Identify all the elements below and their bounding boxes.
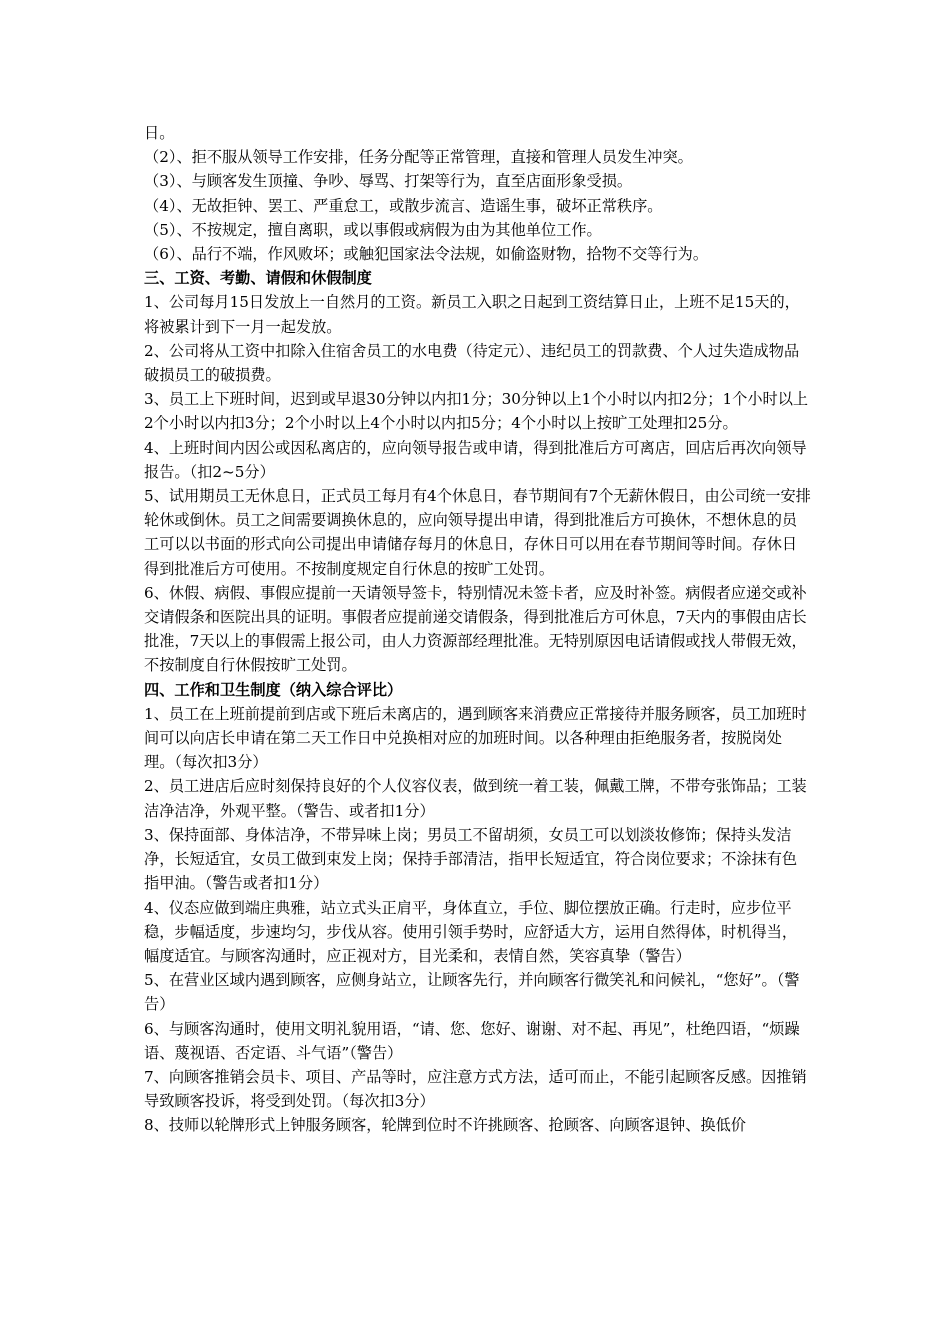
- paragraph: 5、试用期员工无休息日，正式员工每月有4个休息日，春节期间有7个无薪休假日，由公司统一安排轮休或倒休。员工之间需要调换休息的，应向领导提出申请，得到批准后方可换休，不想休息的员工可以以书面的形式向公司提出申请储存每月的休息日，存休日可以用在春节期间等时间。存休日得到批准后方可使用。不按制度规定自行休息的按旷工处罚。: [144, 487, 811, 578]
- paragraph: 6、与顾客沟通时，使用文明礼貌用语，“请、您、您好、谢谢、对不起、再见”，杜绝四语，“烦躁语、蔑视语、否定语、斗气语”（警告）: [144, 1019, 800, 1062]
- section-heading: 四、工作和卫生制度（纳入综合评比）: [144, 680, 403, 699]
- paragraph: 3、员工上下班时间，迟到或早退30分钟以内扣1分；30分钟以上1个小时以内扣2分；1个小时以上2个小时以内扣3分；2个小时以上4个小时以内扣5分；4个小时以上按旷工处理扣25分。: [144, 390, 809, 433]
- paragraph: 1、公司每月15日发放上一自然月的工资。新员工入职之日起到工资结算日止，上班不足15天的，将被累计到下一月一起发放。: [144, 293, 800, 336]
- paragraph: 1、员工在上班前提前到店或下班后未离店的，遇到顾客来消费应正常接待并服务顾客，员工加班时间可以向店长申请在第二天工作日中兑换相对应的加班时间。以各种理由拒绝服务者，按脱岗处理。（每次扣3分）: [144, 704, 807, 772]
- text-line: （5）、不按规定，擅自离职，或以事假或病假为由为其他单位工作。: [144, 220, 602, 239]
- text-line: 日。: [144, 124, 175, 142]
- paragraph: 4、上班时间内因公或因私离店的，应向领导报告或申请，得到批准后方可离店，回店后再次向领导报告。（扣2~5分）: [144, 438, 807, 481]
- paragraph: 2、员工进店后应时刻保持良好的个人仪容仪表，做到统一着工装，佩戴工牌，不带夸张饰品；工装洁净洁净，外观平整。（警告、或者扣1分）: [144, 777, 807, 820]
- paragraph: 6、休假、病假、事假应提前一天请领导签卡，特别情况未签卡者，应及时补签。病假者应递交或补交请假条和医院出具的证明。事假者应提前递交请假条，得到批准后方可休息，7天内的事假由店长批准，7天以上的事假需上报公司，由人力资源部经理批准。无特别原因电话请假或找人带假无效，不按制度自行休假按旷工处罚。: [144, 583, 807, 675]
- section-heading: 三、工资、考勤、请假和休假制度: [144, 269, 372, 288]
- paragraph: 8、技师以轮牌形式上钟服务顾客，轮牌到位时不许挑顾客、抢顾客、向顾客退钟、换低价: [144, 1116, 746, 1135]
- text-line: （2）、拒不服从领导工作安排，任务分配等正常管理，直接和管理人员发生冲突。: [144, 148, 693, 167]
- paragraph: 7、向顾客推销会员卡、项目、产品等时，应注意方式方法，适可而止，不能引起顾客反感。因推销导致顾客投诉，将受到处罚。（每次扣3分）: [144, 1067, 807, 1111]
- paragraph: 3、保持面部、身体洁净，不带异味上岗；男员工不留胡须，女员工可以划淡妆修饰；保持头发洁净，长短适宜，女员工做到束发上岗；保持手部清洁，指甲长短适宜，符合岗位要求；不涂抹有色指甲油。（警告或者扣1分）: [144, 825, 798, 893]
- text-line: （3）、与顾客发生顶撞、争吵、辱骂、打架等行为，直至店面形象受损。: [144, 172, 633, 191]
- paragraph: 2、公司将从工资中扣除入住宿舍员工的水电费（待定元）、违纪员工的罚款费、个人过失造成物品破损员工的破损费。: [144, 341, 800, 385]
- text-line: （6）、品行不端，作风败坏；或触犯国家法令法规，如偷盗财物，拾物不交等行为。: [144, 245, 709, 264]
- paragraph: 5、在营业区域内遇到顾客，应侧身站立，让顾客先行，并向顾客行微笑礼和问候礼，“您好”。（警告）: [144, 971, 800, 1014]
- paragraph: 4、仪态应做到端庄典雅，站立式头正肩平，身体直立，手位、脚位摆放正确。行走时，应步位平稳，步幅适度，步速均匀，步伐从容。使用引领手势时，应舒适大方，运用自然得体，时机得当，幅度适宜。与顾客沟通时，应正视对方，目光柔和，表情自然，笑容真挚（警告）: [144, 898, 798, 965]
- text-line: （4）、无故拒钟、罢工、严重怠工，或散步流言、造谣生事，破坏正常秩序。: [144, 196, 663, 215]
- document-page: [144, 121, 812, 1138]
